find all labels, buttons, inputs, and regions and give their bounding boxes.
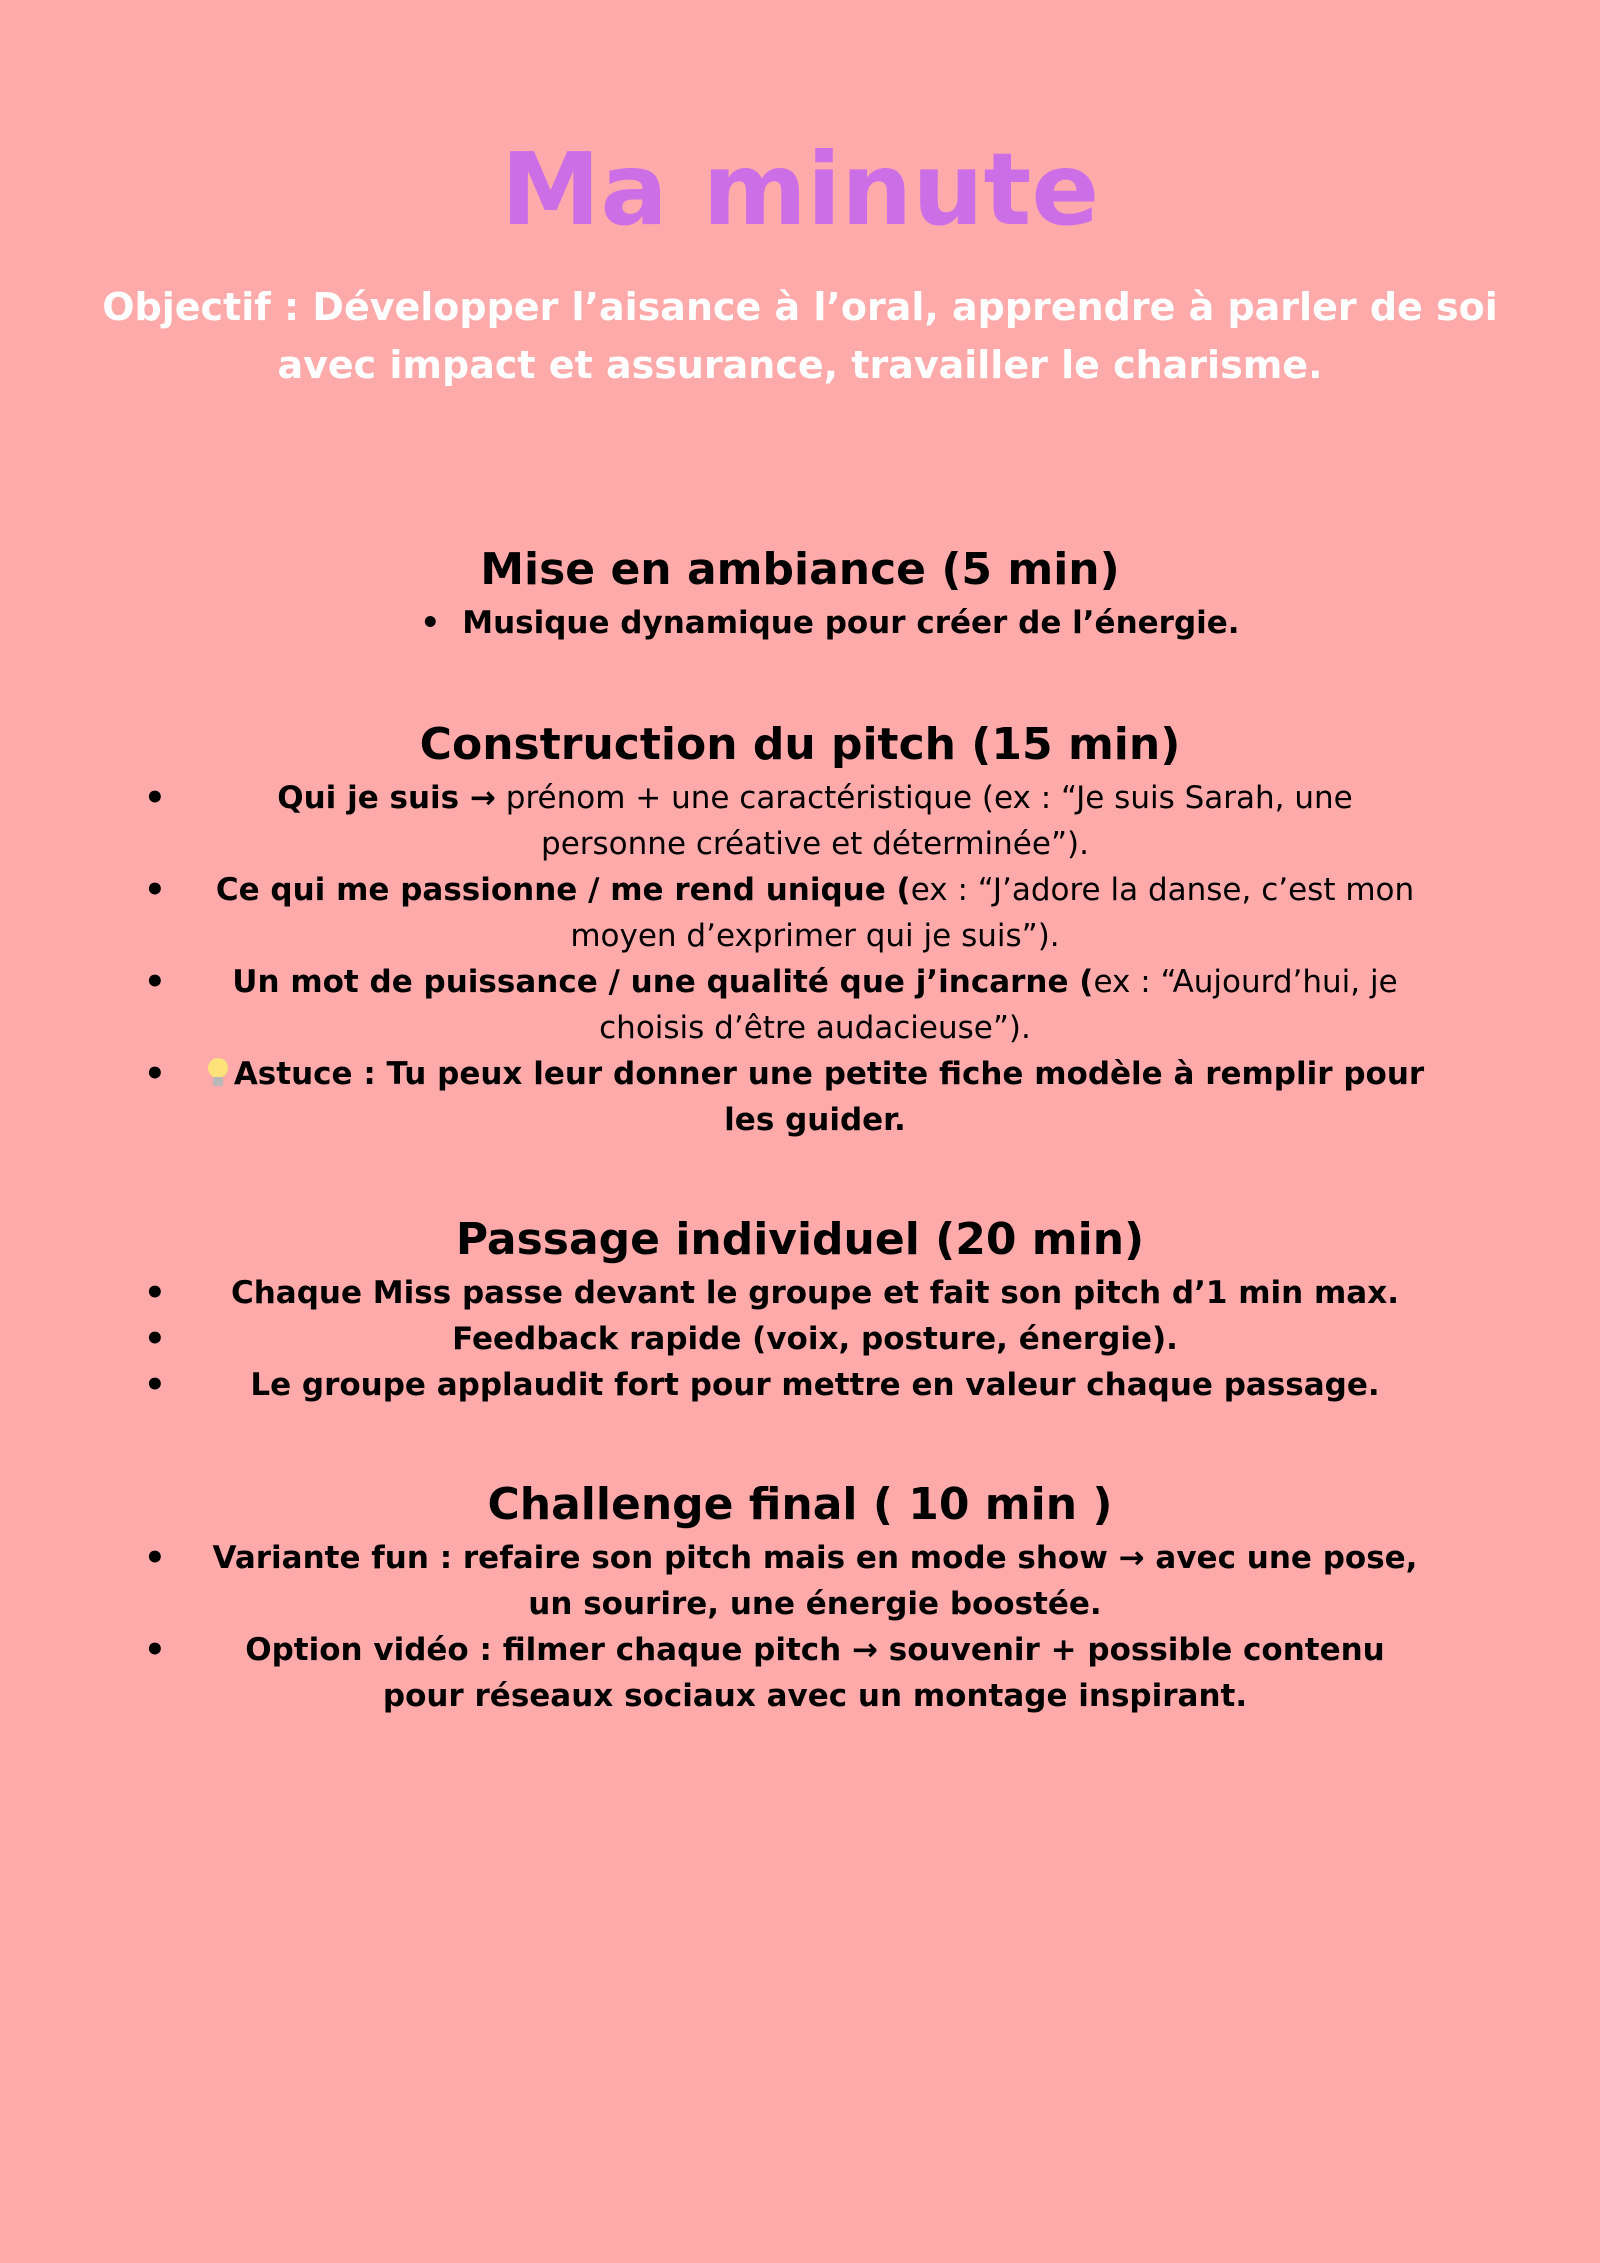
list-item-text: Le groupe applaudit fort pour mettre en valeur chaque passage. bbox=[250, 1367, 1380, 1403]
section-heading: Mise en ambiance (5 min) bbox=[480, 544, 1120, 595]
section-heading: Construction du pitch (15 min) bbox=[419, 719, 1181, 770]
list-item: • Astuce : Tu peux leur donner une petite fiche modèle à remplir pour les guider. bbox=[144, 1054, 1425, 1138]
list-item-text: Musique dynamique pour créer de l’énergie. bbox=[462, 605, 1240, 641]
list-item-bold: Ce qui me passionne / me rend unique ( bbox=[215, 872, 911, 908]
section-construction-du-pitch bbox=[130, 715, 1470, 1143]
list-item: • Variante fun : refaire son pitch mais en mode show → avec une pose, un sourire, une énergie boostée. bbox=[144, 1538, 1418, 1622]
list-item: • Le groupe applaudit fort pour mettre en valeur chaque passage. bbox=[144, 1365, 1380, 1405]
section-mise-en-ambiance bbox=[130, 540, 1470, 646]
section-passage-individuel bbox=[130, 1210, 1470, 1408]
list-item-text: Option vidéo : filmer chaque pitch → souvenir + possible contenu pour réseaux sociaux avec un montage inspirant. bbox=[245, 1632, 1385, 1714]
list-item-text: ex : “Aujourd’hui, je choisis d’être audacieuse”). bbox=[599, 964, 1398, 1046]
section-heading: Passage individuel (20 min) bbox=[455, 1214, 1145, 1265]
list-item: • Option vidéo : filmer chaque pitch → souvenir + possible contenu pour réseaux sociaux avec un montage inspirant. bbox=[144, 1630, 1385, 1714]
list-item-text: Chaque Miss passe devant le groupe et fait son pitch d’1 min max. bbox=[230, 1275, 1399, 1311]
list-item: • Ce qui me passionne / me rend unique (ex : “J’adore la danse, c’est mon moyen d’exprimer qui je suis”). bbox=[144, 870, 1415, 954]
section-challenge-final bbox=[130, 1475, 1470, 1719]
list-item: • Qui je suis → prénom + une caractéristique (ex : “Je suis Sarah, une personne créative et déterminée”). bbox=[144, 778, 1353, 862]
list-item-text: Variante fun : refaire son pitch mais en mode show → avec une pose, un sourire, une énergie boostée. bbox=[212, 1540, 1418, 1622]
list-item-bold: Un mot de puissance / une qualité que j’incarne ( bbox=[232, 964, 1094, 1000]
list-item-text: prénom + une caractéristique (ex : “Je suis Sarah, une personne créative et déterminée”). bbox=[495, 780, 1353, 862]
list-item: • Un mot de puissance / une qualité que j’incarne (ex : “Aujourd’hui, je choisis d’être audacieuse”). bbox=[144, 962, 1398, 1046]
lightbulb-icon bbox=[206, 1058, 228, 1088]
objective-text: Objectif : Développer l’aisance à l’oral, apprendre à parler de soi avec impact et assurance, travailler le charisme. bbox=[102, 285, 1498, 387]
list-item-bold: Qui je suis → bbox=[277, 780, 496, 816]
section-heading: Challenge final ( 10 min ) bbox=[487, 1479, 1113, 1530]
list-item-text: Astuce : Tu peux leur donner une petite fiche modèle à remplir pour les guider. bbox=[233, 1056, 1425, 1138]
page-title: Ma minute bbox=[500, 131, 1100, 248]
list-item-text: Feedback rapide (voix, posture, énergie). bbox=[452, 1321, 1178, 1357]
list-item: • Feedback rapide (voix, posture, énergie). bbox=[144, 1319, 1178, 1359]
list-item-text: ex : “J’adore la danse, c’est mon moyen d’exprimer qui je suis”). bbox=[570, 872, 1415, 954]
list-item: • Chaque Miss passe devant le groupe et fait son pitch d’1 min max. bbox=[144, 1273, 1399, 1313]
list-item: • Musique dynamique pour créer de l’énergie. bbox=[420, 605, 1240, 641]
